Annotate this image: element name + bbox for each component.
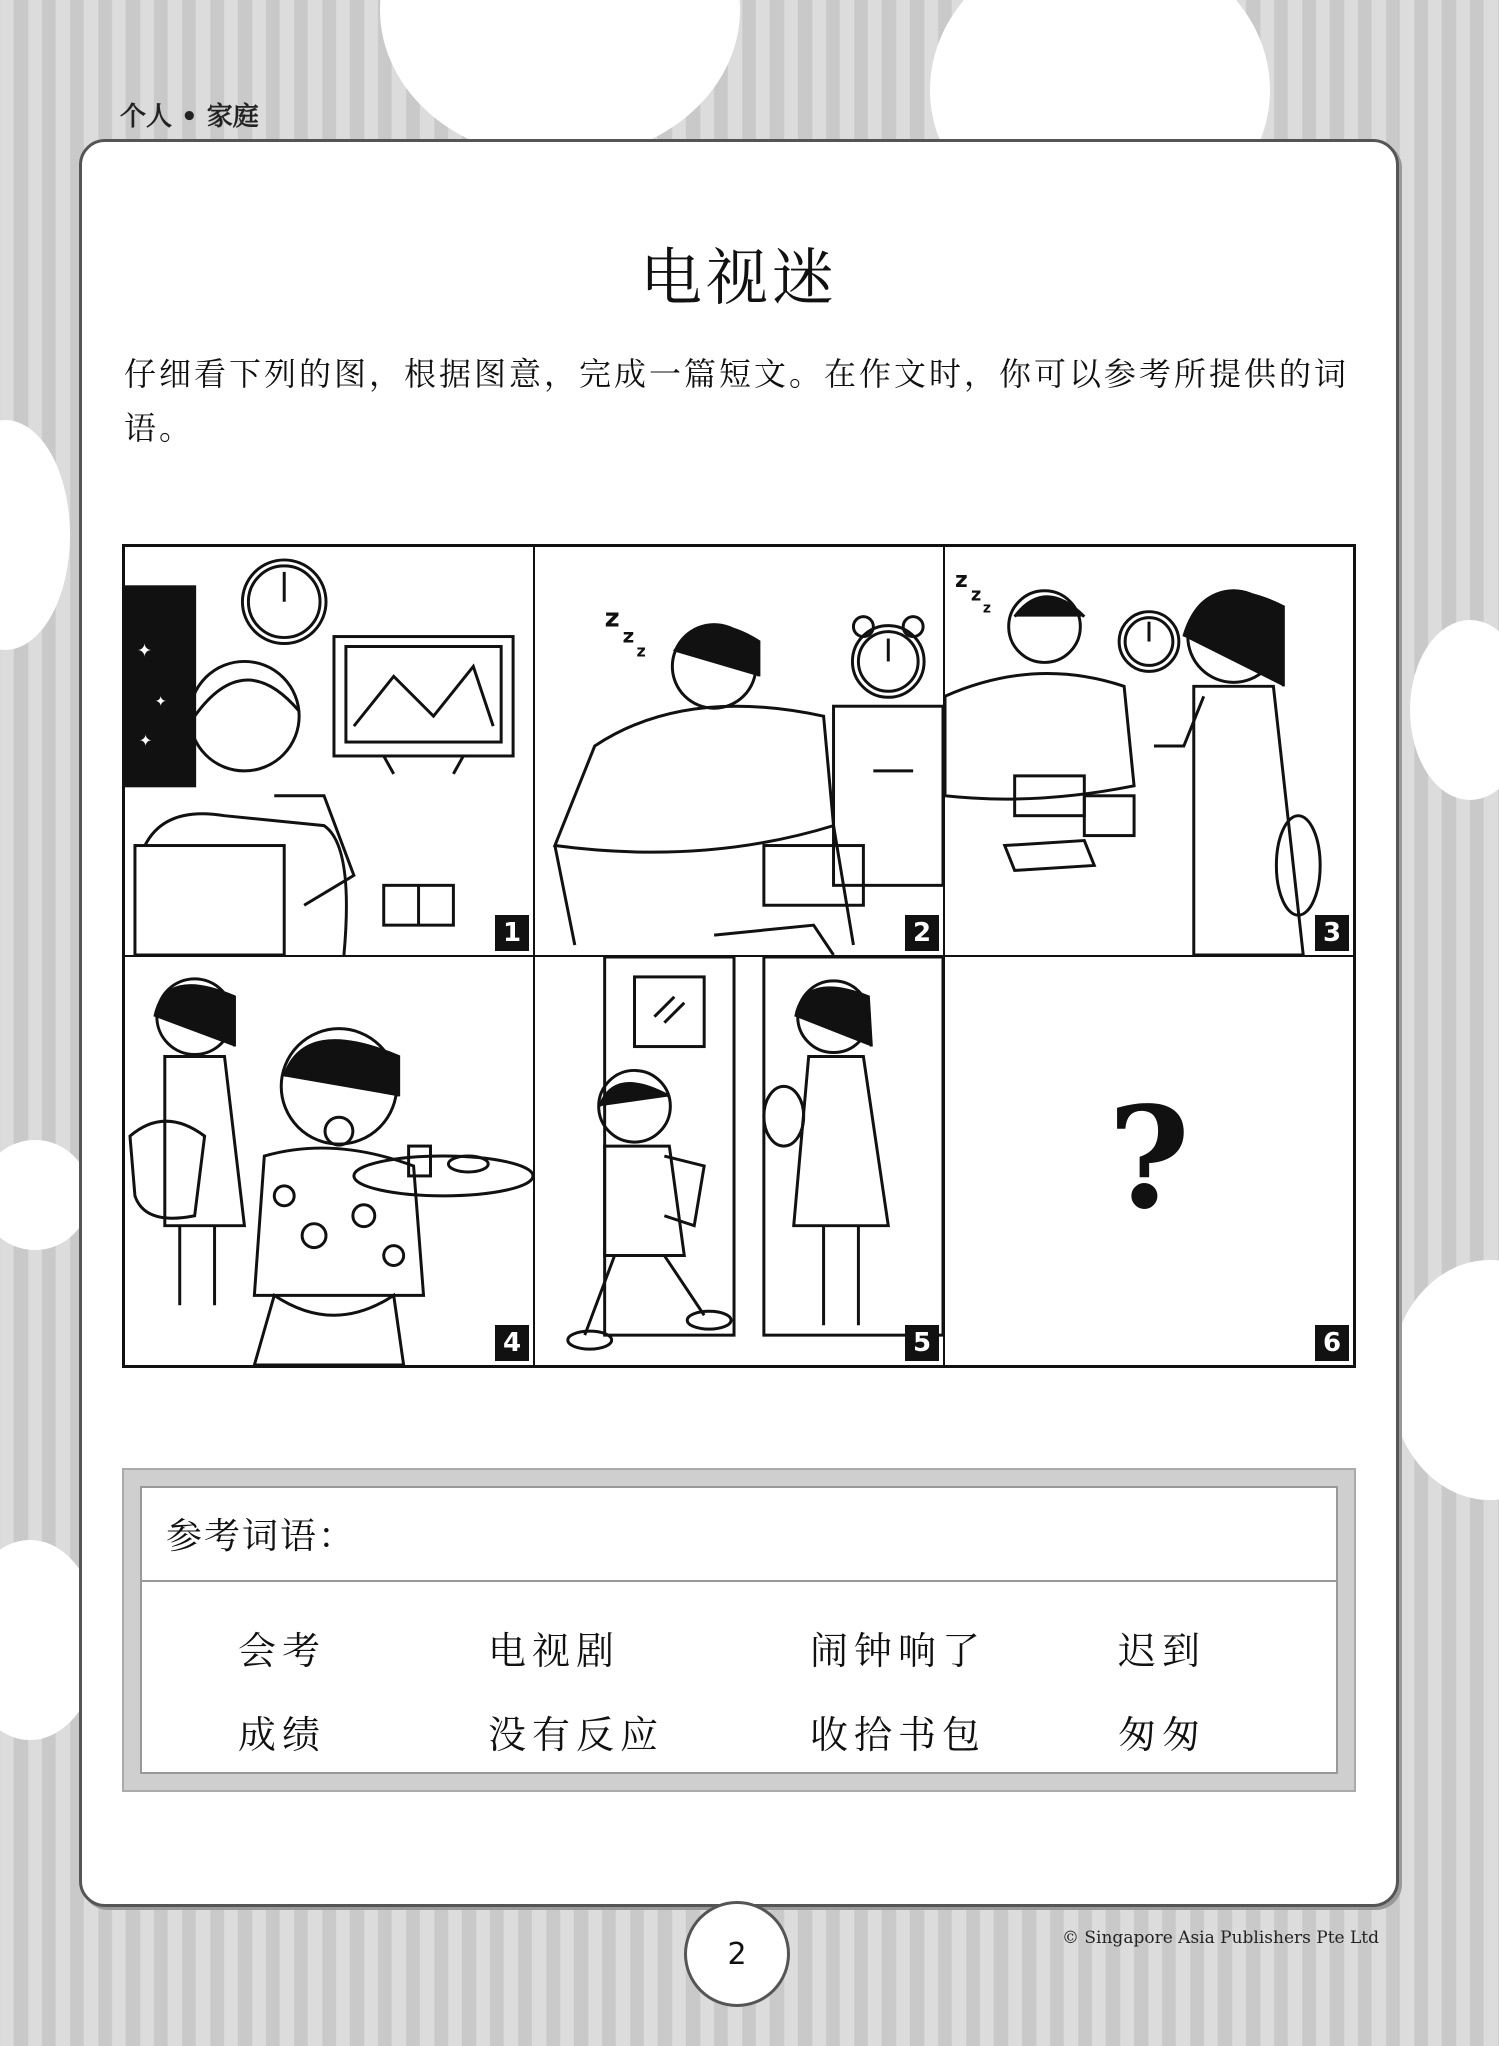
worksheet-card [79, 139, 1399, 1907]
svg-text:✦: ✦ [138, 731, 153, 751]
reference-word: 电视剧 [488, 1629, 621, 1673]
svg-text:z: z [982, 600, 991, 617]
panel-illustration [945, 547, 1353, 955]
svg-text:✦: ✦ [154, 694, 167, 711]
panel-illustration [535, 547, 943, 955]
panel-illustration [125, 547, 533, 955]
svg-text:z: z [604, 603, 620, 634]
panel-number: 6 [1315, 1325, 1349, 1361]
background-bubble [0, 420, 70, 650]
panel-number: 5 [905, 1325, 939, 1361]
reference-words-box [122, 1468, 1356, 1792]
reference-word: 没有反应 [488, 1713, 665, 1757]
question-mark: ? [1107, 1077, 1191, 1241]
panel-number: 3 [1315, 915, 1349, 951]
svg-text:z: z [636, 641, 646, 661]
panel-number: 4 [495, 1325, 529, 1361]
panel-illustration [535, 957, 943, 1365]
svg-text:z: z [954, 567, 968, 593]
svg-text:z: z [622, 624, 635, 648]
panel-illustration [125, 957, 533, 1365]
comic-panel-6 [944, 956, 1354, 1366]
comic-panel-4 [124, 956, 534, 1366]
reference-word: 匆匆 [1118, 1713, 1207, 1757]
panel-number: 2 [905, 915, 939, 951]
background-bubble [1390, 1260, 1499, 1500]
comic-panel-3 [944, 546, 1354, 956]
background-bubble [380, 0, 740, 160]
background-bubble [1410, 620, 1499, 800]
reference-word: 迟到 [1118, 1629, 1207, 1673]
copyright-notice: © Singapore Asia Publishers Pte Ltd [1062, 1928, 1380, 1948]
comic-panels-grid [122, 544, 1356, 1368]
svg-text:✦: ✦ [136, 640, 152, 662]
instructions-text: 仔细看下列的图，根据图意，完成一篇短文。在作文时，你可以参考所提供的词语。 [124, 355, 1350, 447]
reference-word: 收拾书包 [810, 1713, 987, 1757]
section-category: 个人 • 家庭 [120, 102, 259, 132]
divider [142, 1580, 1336, 1582]
reference-word: 成绩 [238, 1713, 327, 1757]
comic-panel-2 [534, 546, 944, 956]
page-number: 2 [684, 1901, 790, 2007]
background-bubble [0, 1140, 90, 1250]
reference-words-label: 参考词语： [166, 1516, 357, 1557]
worksheet-title: 电视迷 [639, 241, 838, 314]
reference-word: 闹钟响了 [810, 1629, 987, 1673]
comic-panel-1 [124, 546, 534, 956]
reference-word: 会考 [238, 1629, 327, 1673]
comic-panel-5 [534, 956, 944, 1366]
reference-words-inner [140, 1486, 1338, 1774]
panel-number: 1 [495, 915, 529, 951]
svg-text:z: z [970, 584, 982, 606]
